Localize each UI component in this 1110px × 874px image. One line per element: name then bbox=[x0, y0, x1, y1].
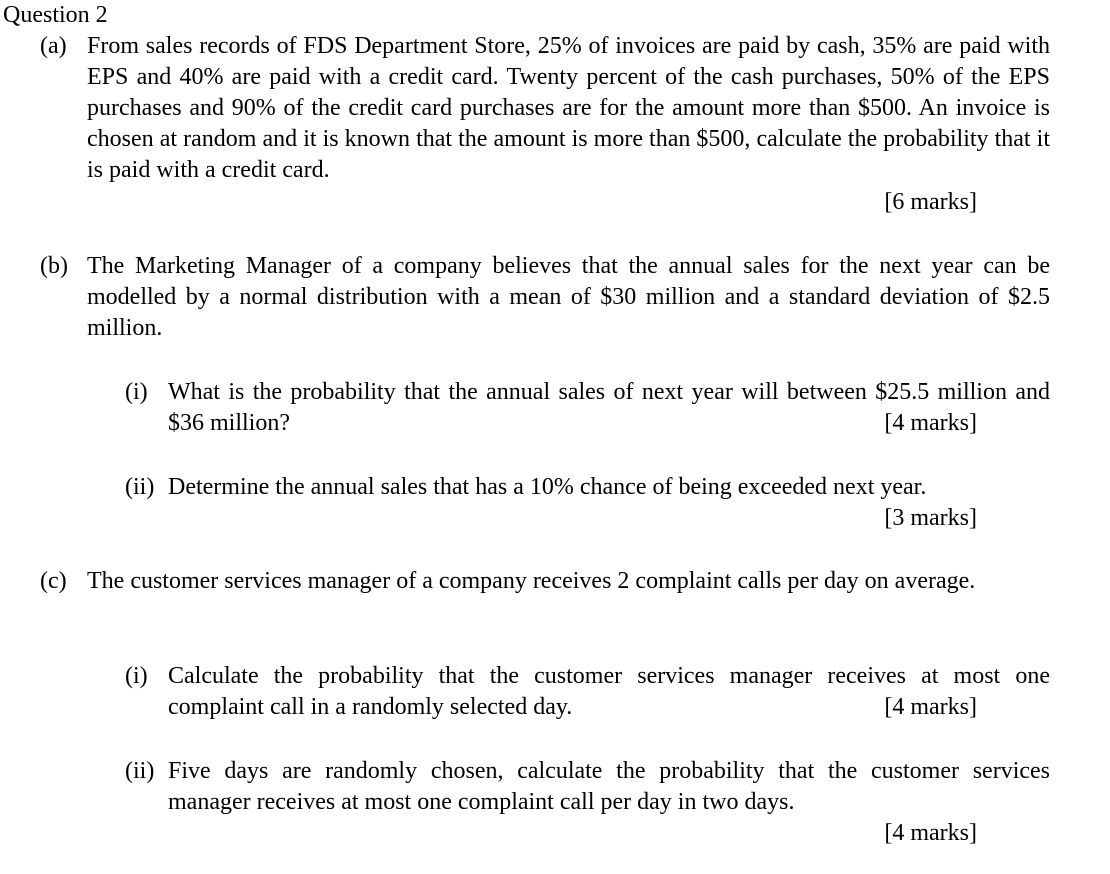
part-c-sub-ii-marks: [4 marks] bbox=[884, 820, 977, 846]
part-b-sub-ii-marks: [3 marks] bbox=[884, 505, 977, 531]
part-a-text: From sales records of FDS Department Store, 25% of invoices are paid by cash, 35% are paid with EPS and 40% are paid with a credit card. Twenty percent of the cash purchases, 50% of the EPS purchases and 90% of the credit card purchases are for the amount more than $500. An invoice is chosen at random and it is known that the amount is more than $500, calculate the probability that it is paid with a credit card. bbox=[87, 33, 1050, 183]
part-b-sub-i-label: (i) bbox=[125, 379, 148, 405]
question-title: Question 2 bbox=[3, 2, 108, 28]
part-a-label: (a) bbox=[40, 33, 67, 59]
part-b-sub-ii-text: Determine the annual sales that has a 10% chance of being exceeded next year. bbox=[168, 474, 927, 500]
part-b-label: (b) bbox=[40, 253, 68, 279]
part-c-sub-i-text: Calculate the probability that the customer services manager receives at most one complaint call in a randomly selected day. bbox=[168, 663, 1050, 720]
part-c-text: The customer services manager of a company receives 2 complaint calls per day on average. bbox=[87, 568, 976, 594]
part-b-sub-i-marks: [4 marks] bbox=[884, 410, 977, 436]
part-b-sub-i-text: What is the probability that the annual sales of next year will between $25.5 million and $36 million? bbox=[168, 379, 1050, 436]
part-c-sub-i-marks: [4 marks] bbox=[884, 694, 977, 720]
part-c-sub-ii-label: (ii) bbox=[125, 758, 155, 784]
part-c-label: (c) bbox=[40, 568, 67, 594]
part-c-sub-i-label: (i) bbox=[125, 663, 148, 689]
part-c-sub-ii-text: Five days are randomly chosen, calculate the probability that the customer services manager receives at most one complaint call per day in two days. bbox=[168, 758, 1050, 815]
part-b-text: The Marketing Manager of a company believes that the annual sales for the next year can be modelled by a normal distribution with a mean of $30 million and a standard deviation of $2.5 million. bbox=[87, 253, 1050, 341]
part-a-marks: [6 marks] bbox=[884, 189, 977, 215]
part-b-sub-ii-label: (ii) bbox=[125, 474, 155, 500]
